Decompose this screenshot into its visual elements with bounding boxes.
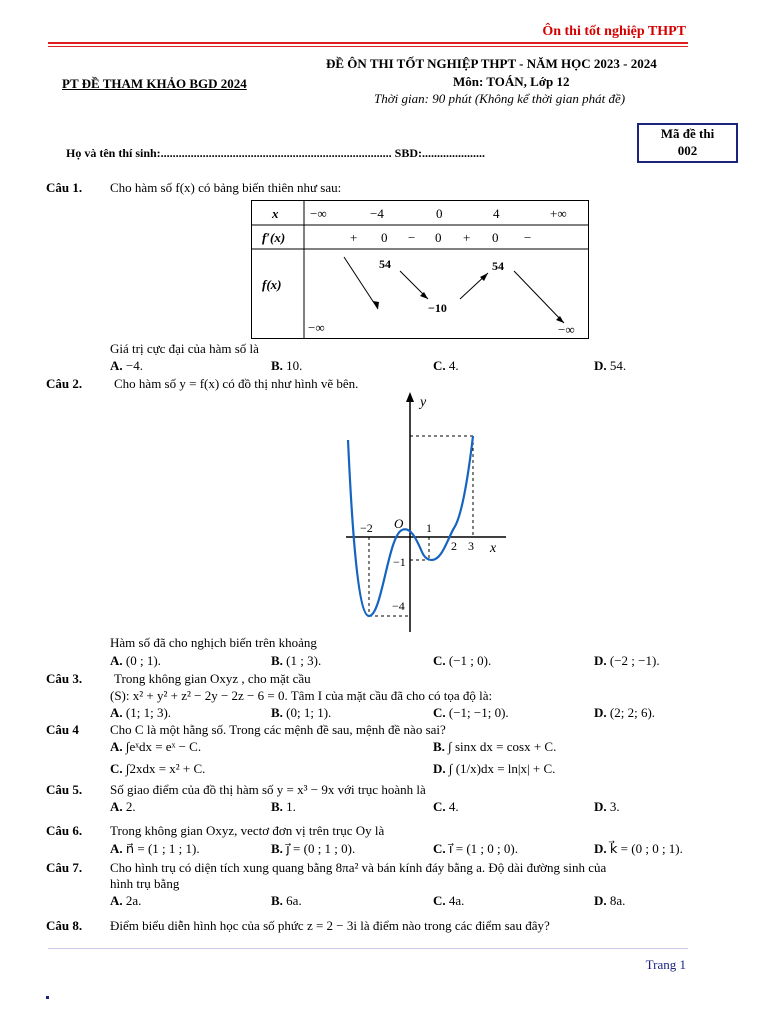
bbt-f-label: f(x) [262, 277, 282, 292]
q7-option-d[interactable]: D. 8a. [594, 893, 626, 908]
variation-table [251, 200, 589, 339]
graph-tick-1: 1 [426, 521, 432, 535]
header-top-right: Ôn thi tốt nghiệp THPT [542, 24, 686, 39]
graph-tick-2: 2 [451, 539, 457, 553]
graph-x-label: x [490, 541, 497, 556]
bbt-x-pos-inf: +∞ [550, 206, 567, 221]
exam-subject: Môn: TOÁN, Lớp 12 [453, 74, 570, 89]
q3-option-d[interactable]: D. (2; 2; 6). [594, 705, 656, 720]
graph-y-label: y [420, 395, 427, 410]
bbt-f-54-a: 54 [379, 257, 391, 271]
q4-label: Câu 4 [46, 722, 79, 737]
q5-label: Câu 5. [46, 782, 83, 797]
function-graph [330, 388, 510, 636]
graph-tick-m4: −4 [392, 599, 405, 613]
q1-option-c[interactable]: C. 4. [433, 358, 459, 373]
q4-option-d[interactable]: D. ∫ (1/x)dx = ln|x| + C. [433, 761, 556, 776]
graph-tick-3: 3 [468, 539, 474, 553]
q7-text: Cho hình trụ có diện tích xung quang bằng 8πa² và bán kính đáy bằng a. Độ dài đường sinh của [110, 860, 607, 875]
bbt-fp-s1: + [350, 230, 358, 245]
q1-option-d[interactable]: D. 54. [594, 358, 627, 373]
bbt-x-neg-inf: −∞ [310, 206, 327, 221]
q7-option-a[interactable]: A. 2a. [110, 893, 142, 908]
header-left-title: PT ĐỀ THAM KHẢO BGD 2024 [62, 76, 247, 91]
q8-label: Câu 8. [46, 918, 83, 933]
q4-option-a[interactable]: A. ∫eˣdx = eˣ − C. [110, 739, 202, 754]
q3-option-c[interactable]: C. (−1; −1; 0). [433, 705, 509, 720]
exam-title: ĐỀ ÔN THI TỐT NGHIỆP THPT - NĂM HỌC 2023 - 2024 [326, 56, 657, 71]
bbt-x-m4: −4 [370, 206, 384, 221]
q5-option-d[interactable]: D. 3. [594, 799, 620, 814]
q5-option-a[interactable]: A. 2. [110, 799, 136, 814]
q3-text2: (S): x² + y² + z² − 2y − 2z − 6 = 0. Tâm I của mặt cầu đã cho có tọa độ là: [110, 688, 493, 703]
footer-rule [48, 948, 688, 949]
bbt-x-label: x [272, 206, 279, 221]
q7-option-c[interactable]: C. 4a. [433, 893, 465, 908]
exam-code-value: 002 [677, 143, 698, 158]
bbt-fp-s2: − [408, 230, 416, 245]
exam-time: Thời gian: 90 phút (Không kể thời gian phát đề) [374, 91, 626, 106]
footer-dot [46, 996, 49, 999]
q1-text: Cho hàm số f(x) có bảng biến thiên như sau: [110, 180, 342, 195]
q1-label: Câu 1. [46, 180, 83, 195]
bbt-fp-s4: − [524, 230, 532, 245]
bbt-f-54-b: 54 [492, 259, 504, 273]
q6-label: Câu 6. [46, 823, 83, 838]
q4-option-b[interactable]: B. ∫ sinx dx = cosx + C. [433, 739, 557, 754]
variation-table-svg [252, 201, 588, 338]
q6-option-d[interactable]: D. k⃗ = (0 ; 0 ; 1). [594, 841, 683, 856]
q5-option-c[interactable]: C. 4. [433, 799, 459, 814]
q2-option-b[interactable]: B. (1 ; 3). [271, 653, 322, 668]
bbt-fp-label: f′(x) [262, 230, 286, 245]
bbt-fp-s3: + [463, 230, 471, 245]
q8-text: Điểm biểu diễn hình học của số phức z = 2 − 3i là điểm nào trong các điểm sau đây? [110, 918, 550, 933]
q6-text: Trong không gian Oxyz, vectơ đơn vị trên trục Oy là [110, 823, 385, 838]
graph-tick-m1: −1 [393, 555, 406, 569]
q1-option-b[interactable]: B. 10. [271, 358, 303, 373]
bbt-fp-z2: 0 [435, 230, 442, 245]
header-rule-thin [48, 46, 688, 47]
q4-option-c[interactable]: C. ∫2xdx = x² + C. [110, 761, 206, 776]
bbt-x-4: 4 [493, 206, 500, 221]
q3-label: Câu 3. [46, 671, 83, 686]
q2-text: Cho hàm số y = f(x) có đồ thị như hình vẽ bên. [114, 376, 359, 391]
q4-text: Cho C là một hằng số. Trong các mệnh đề sau, mệnh đề nào sai? [110, 722, 446, 737]
header-rule [48, 42, 688, 44]
q2-option-a[interactable]: A. (0 ; 1). [110, 653, 161, 668]
q6-option-a[interactable]: A. n⃗ = (1 ; 1 ; 1). [110, 841, 200, 856]
arrow-down-2 [514, 271, 564, 323]
bbt-f-neg-inf-l: −∞ [308, 320, 325, 335]
q2-option-c[interactable]: C. (−1 ; 0). [433, 653, 492, 668]
q2-label: Câu 2. [46, 376, 83, 391]
bbt-f-m10: −10 [428, 301, 447, 315]
page-number: Trang 1 [645, 957, 686, 972]
bbt-x-0: 0 [436, 206, 443, 221]
q6-option-b[interactable]: B. j⃗ = (0 ; 1 ; 0). [271, 841, 356, 856]
q5-option-b[interactable]: B. 1. [271, 799, 296, 814]
q3-option-b[interactable]: B. (0; 1; 1). [271, 705, 332, 720]
q3-text: Trong không gian Oxyz , cho mặt cầu [114, 671, 311, 686]
graph-tick-m2: −2 [360, 521, 373, 535]
bbt-fp-z3: 0 [492, 230, 499, 245]
q5-text: Số giao điểm của đồ thị hàm số y = x³ − 9x với trục hoành là [110, 782, 426, 797]
q2-prompt: Hàm số đã cho nghịch biến trên khoảng [110, 635, 317, 650]
student-info-line: Họ và tên thí sinh:............................................................................. SBD:..................... [66, 146, 486, 160]
exam-code-label: Mã đề thi [660, 126, 715, 141]
graph-origin-label: O [394, 516, 404, 531]
bbt-fp-z1: 0 [381, 230, 388, 245]
q1-option-a[interactable]: A. −4. [110, 358, 143, 373]
q3-option-a[interactable]: A. (1; 1; 3). [110, 705, 172, 720]
q7-label: Câu 7. [46, 860, 83, 875]
q7-option-b[interactable]: B. 6a. [271, 893, 302, 908]
bbt-f-neg-inf-r: −∞ [558, 322, 575, 337]
q6-option-c[interactable]: C. i⃗ = (1 ; 0 ; 0). [433, 841, 518, 856]
exam-code-box [637, 123, 738, 163]
q1-prompt: Giá trị cực đại của hàm số là [110, 341, 259, 356]
q7-text2: hình trụ bằng [110, 876, 180, 891]
arrow-up-1 [344, 257, 378, 309]
q2-option-d[interactable]: D. (−2 ; −1). [594, 653, 660, 668]
